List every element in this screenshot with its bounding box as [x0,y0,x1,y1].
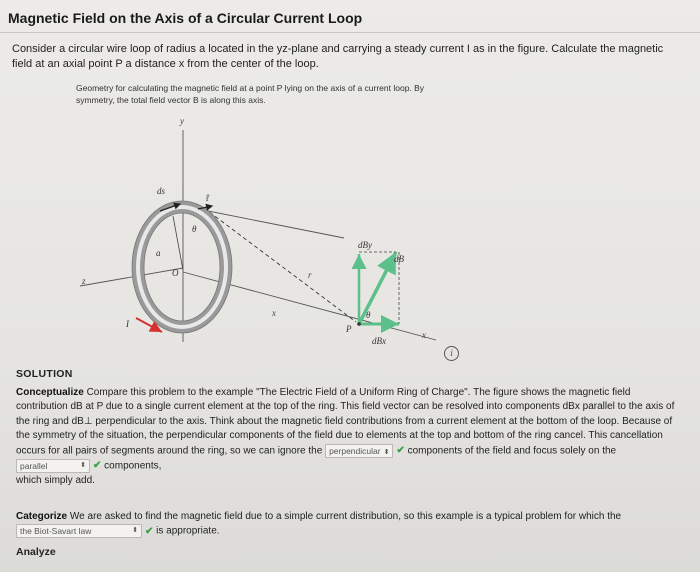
biot-savart-select-value: the Biot-Savart law [20,526,92,537]
conceptualize-text-3: components, [104,460,162,472]
label-theta-top: θ [192,224,197,234]
label-r-hat: r̂ [206,193,209,203]
conceptualize-paragraph [16,386,684,488]
parallel-select[interactable] [16,459,90,473]
label-ds: ds [157,186,166,196]
categorize-text-2: is appropriate. [156,526,220,538]
perpendicular-select[interactable] [325,444,393,458]
label-dBx: dBx [372,336,386,346]
problem-statement: Consider a circular wire loop of radius a located in the yz-plane and carrying a steady current I as in the figure. Calculate the magnetic field at an axial point P a distance x from the center of the loop. [12,43,664,70]
conceptualize-text-4: which simply add. [16,474,95,486]
select-arrow-icon: ⬍ [132,527,138,535]
label-x-axis: x [422,330,426,340]
z-axis [80,268,183,286]
conceptualize-text-2: components of the field and focus solely on the [407,445,617,457]
title-divider [0,32,700,33]
categorize-paragraph [16,510,684,539]
conceptualize-text-1: Compare this problem to the example "The Electric Field of a Uniform Ring of Charge". The figure shows the magnetic field contribution dB at P due to a single current element at the top of the ring. This field vector can be resolved into components dBx parallel to the axis of the ring and dB⊥ perpendicular to the axis. Think about the magnetic field contributions from a current element at the bottom of the loop. Because of the symmetry of the situation, the perpendicular components of the field due to elements at the top and bottom of the ring cancel. This cancellation occurs for all pairs of segments around the ring, so we can ignore the [16,387,675,457]
figure-caption: Geometry for calculating the magnetic field at a point P lying on the axis of a current loop. By symmetry, the total field vector B is along this axis. [76,83,425,105]
label-x-mid: x [272,308,276,318]
label-a: a [156,248,161,258]
categorize-text-1: We are asked to find the magnetic field due to a simple current distribution, so this example is a typical problem for which the [69,511,622,522]
loop-figure [76,112,464,362]
label-dBy: dBy [358,240,372,250]
perpendicular-select-value: perpendicular [329,445,381,456]
categorize-label: Categorize [16,511,68,522]
parallel-select-value: parallel [20,460,48,471]
biot-savart-select[interactable] [16,524,142,538]
label-r: r [308,270,312,280]
analyze-heading: Analyze [16,546,56,558]
conceptualize-label: Conceptualize [16,387,84,398]
point-P [357,322,361,326]
label-z: z [82,276,86,286]
select-arrow-icon: ⬍ [80,461,86,469]
label-dB: dB [394,254,404,264]
label-y: y [180,116,184,126]
dB-vector [359,252,396,324]
check-icon: ✔ [93,460,102,472]
check-icon: ✔ [145,526,154,538]
label-I: I [126,319,129,329]
check-icon: ✔ [396,445,405,457]
info-icon[interactable]: i [444,346,459,361]
label-O: O [172,268,179,278]
select-arrow-icon: ⬍ [383,448,390,456]
solution-heading: SOLUTION [16,368,73,380]
label-P: P [346,324,352,334]
label-theta-bottom: θ [366,310,371,320]
page-title: Magnetic Field on the Axis of a Circular Current Loop [8,10,363,26]
radius-line [173,216,183,270]
